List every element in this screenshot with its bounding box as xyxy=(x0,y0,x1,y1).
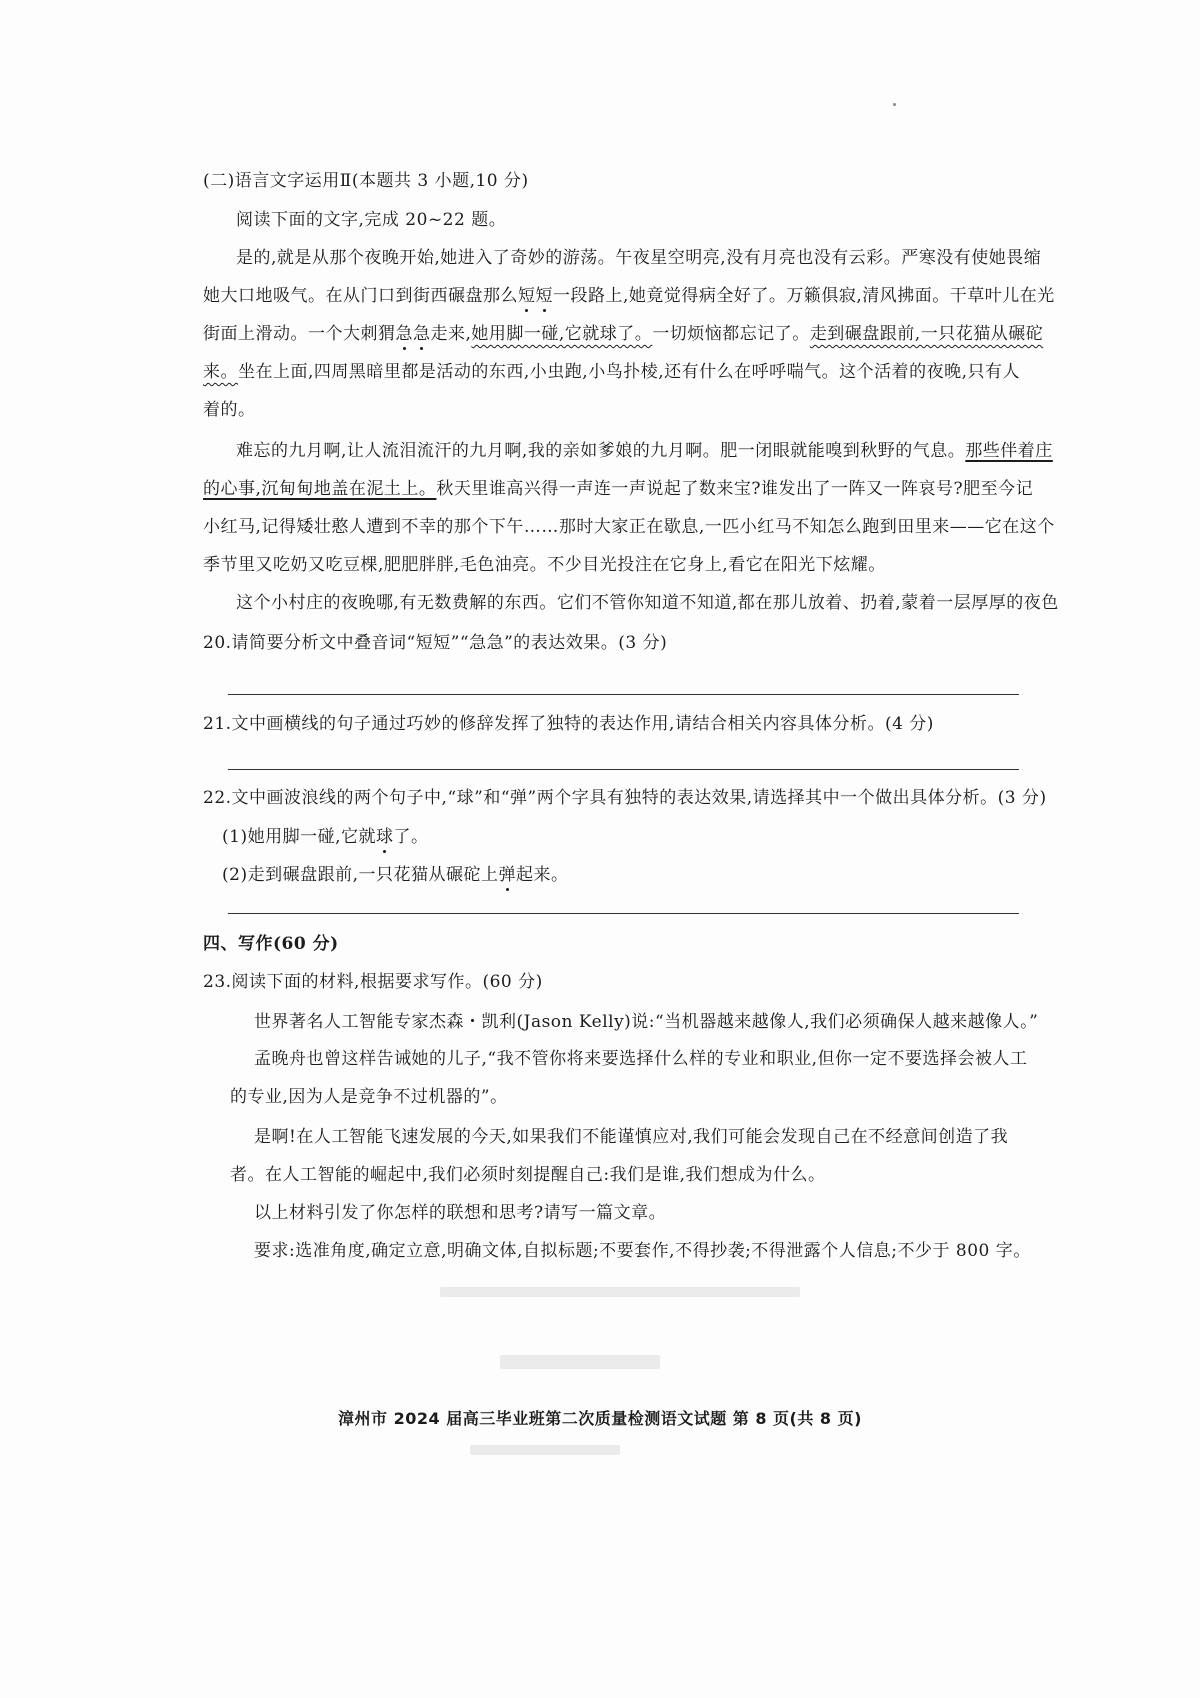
wavy-underlined-sentence: 来。 xyxy=(203,362,238,382)
material-line: 世界著名人工智能专家杰森・凯利(Jason Kelly)说:“当机器越来越像人,我们必须确保人越来越像人。” xyxy=(254,1012,1039,1032)
scan-speck xyxy=(893,103,896,106)
passage-text: 街面上滑动。一个大刺猬 xyxy=(203,324,396,344)
question-23: 23.阅读下面的材料,根据要求写作。(60 分) xyxy=(203,972,543,992)
underlined-sentence: 的心事,沉甸甸地盖在泥土上。 xyxy=(203,479,437,499)
passage-text: 走来, xyxy=(430,324,472,344)
writing-heading: 四、写作(60 分) xyxy=(203,934,339,954)
passage-text: 她大口地吸气。在从门口到街西碾盘那么 xyxy=(203,286,518,306)
passage-line: 这个小村庄的夜晚哪,有无数费解的东西。它们不管你知道不知道,都在那儿放着、扔着,蒙着一层厚厚的夜色 xyxy=(236,593,1059,613)
passage-text: 秋天里谁高兴得一声连一声说起了数来宝?谁发出了一阵又一阵哀号?肥至今记 xyxy=(436,479,1034,499)
question-21: 21.文中画横线的句子通过巧妙的修辞发挥了独特的表达作用,请结合相关内容具体分析。(4 分) xyxy=(203,714,934,734)
passage-line: 小红马,记得矮壮憨人遭到不幸的那个下午……那时大家正在歇息,一匹小红马不知怎么跑到田里来——它在这个 xyxy=(203,517,1055,537)
wavy-underlined-sentence: 她用脚一碰,它就球了。 xyxy=(471,324,653,344)
question-22-item xyxy=(222,825,428,849)
material-line: 的专业,因为人是竞争不过机器的”。 xyxy=(230,1087,508,1107)
answer-line[interactable] xyxy=(228,694,1019,695)
answer-line[interactable] xyxy=(228,913,1019,914)
item-text: 了。 xyxy=(393,827,429,847)
reduplicated-char: 短 xyxy=(518,286,536,306)
section-instruction: 阅读下面的文字,完成 20~22 题。 xyxy=(236,210,507,230)
scan-smudge xyxy=(440,1287,800,1297)
underlined-sentence: 那些伴着庄 xyxy=(965,441,1053,461)
item-text: (2)走到碾盘跟前,一只花猫从碾砣上 xyxy=(222,865,499,885)
passage-line xyxy=(203,360,1021,384)
passage-text: 一段路上,她竟觉得病全好了。万籁俱寂,清风拂面。干草叶儿在光 xyxy=(553,286,1055,306)
question-20: 20.请简要分析文中叠音词“短短”“急急”的表达效果。(3 分) xyxy=(203,633,668,653)
passage-line xyxy=(203,322,1044,346)
passage-line xyxy=(203,284,1055,308)
writing-prompt: 以上材料引发了你怎样的联想和思考?请写一篇文章。 xyxy=(254,1203,667,1223)
wavy-underlined-sentence: 走到碾盘跟前,一只花猫从碾砣 xyxy=(809,324,1044,344)
passage-line: 着的。 xyxy=(203,400,256,420)
item-text: (1)她用脚一碰,它就 xyxy=(222,827,376,847)
reduplicated-char: 急 xyxy=(395,324,413,344)
reduplicated-char: 短 xyxy=(535,286,553,306)
reduplicated-char: 急 xyxy=(413,324,431,344)
emphasized-char: 球 xyxy=(375,827,394,847)
material-line: 孟晚舟也曾这样告诫她的儿子,“我不管你将来要选择什么样的专业和职业,但你一定不要选择会被人工 xyxy=(254,1049,1028,1069)
section-heading: (二)语言文字运用Ⅱ(本题共 3 小题,10 分) xyxy=(203,171,529,191)
page-footer: 漳州市 2024 届高三毕业班第二次质量检测语文试题 第 8 页(共 8 页) xyxy=(338,1409,862,1428)
question-22-item xyxy=(222,863,568,887)
scan-smudge xyxy=(500,1355,660,1369)
scan-smudge xyxy=(470,1445,620,1455)
passage-line xyxy=(203,477,1034,501)
material-line: 是啊!在人工智能飞速发展的今天,如果我们不能谨慎应对,我们可能会发现自己在不经意间创造了我 xyxy=(254,1127,1009,1147)
material-line: 者。在人工智能的崛起中,我们必须时刻提醒自己:我们是谁,我们想成为什么。 xyxy=(230,1165,826,1185)
emphasized-char: 弹 xyxy=(498,865,516,885)
passage-line: 季节里又吃奶又吃豆棵,肥肥胖胖,毛色油亮。不少目光投注在它身上,看它在阳光下炫耀。 xyxy=(203,555,886,575)
item-text: 起来。 xyxy=(515,865,569,885)
answer-line[interactable] xyxy=(228,769,1019,770)
passage-text: 一切烦恼都忘记了。 xyxy=(652,324,810,344)
passage-line xyxy=(236,439,1053,463)
writing-requirements: 要求:选准角度,确定立意,明确文体,自拟标题;不要套作,不得抄袭;不得泄露个人信息;不少于 800 字。 xyxy=(254,1241,1031,1261)
passage-text: 难忘的九月啊,让人流泪流汗的九月啊,我的亲如爹娘的九月啊。肥一闭眼就能嗅到秋野的气息。 xyxy=(236,441,966,461)
passage-text: 坐在上面,四周黑暗里都是活动的东西,小虫跑,小鸟扑棱,还有什么在呼呼喘气。这个活着的夜晚,只有人 xyxy=(238,362,1021,382)
passage-line: 是的,就是从那个夜晚开始,她进入了奇妙的游荡。午夜星空明亮,没有月亮也没有云彩。严寒没有使她畏缩 xyxy=(236,248,1042,268)
question-22: 22.文中画波浪线的两个句子中,“球”和“弹”两个字具有独特的表达效果,请选择其中一个做出具体分析。(3 分) xyxy=(203,788,1047,808)
